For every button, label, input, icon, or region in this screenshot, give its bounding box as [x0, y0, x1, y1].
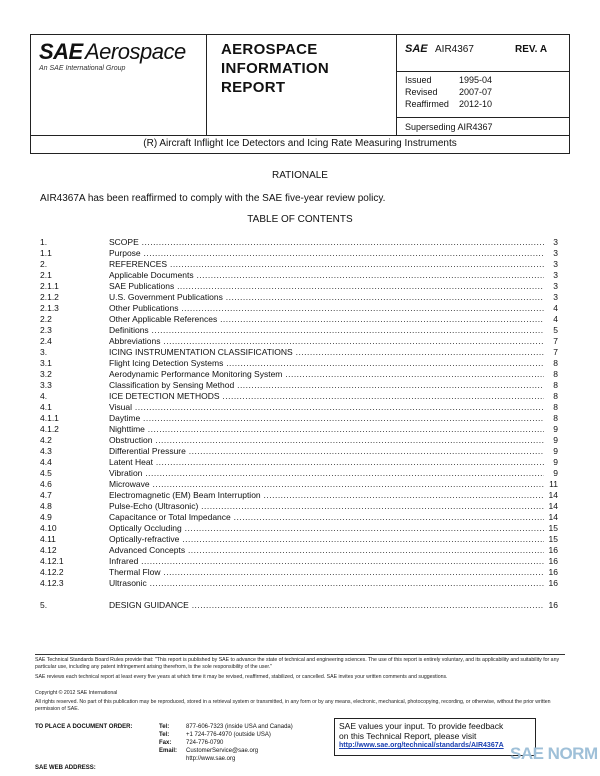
- toc-page: 3: [553, 270, 558, 280]
- toc-page: 16: [548, 600, 558, 610]
- toc-page: 9: [553, 435, 558, 445]
- toc-number: 3.: [40, 347, 48, 357]
- toc-entry[interactable]: [40, 336, 558, 347]
- toc-entry[interactable]: [40, 369, 558, 380]
- toc-entry[interactable]: [40, 325, 558, 336]
- toc-entry[interactable]: [40, 248, 558, 259]
- report-type-cell: [206, 35, 396, 135]
- contact-value[interactable]: http://www.sae.org: [186, 756, 236, 762]
- toc-entry[interactable]: [40, 413, 558, 424]
- toc-page: 8: [553, 402, 558, 412]
- feedback-box: [334, 718, 536, 756]
- toc-title: Infrared .....: [109, 556, 544, 567]
- toc-entry[interactable]: [40, 259, 558, 270]
- toc-number: 4.4: [40, 457, 52, 467]
- toc-entry[interactable]: [40, 281, 558, 292]
- toc-entry[interactable]: [40, 424, 558, 435]
- toc-number: 4.2: [40, 435, 52, 445]
- toc-title: Microwave .....: [109, 479, 544, 490]
- toc-title: Nighttime .....: [109, 424, 544, 435]
- footer-disclaimer: SAE Technical Standards Board Rules provide that: "This report is published by SAE to advance the state of technical and engineering sciences. The use of this report is entirely voluntary, and its applicability and suitability for any particular use, including any patent infringement arising therefrom, is the sole responsibility of the user.": [35, 657, 560, 670]
- toc-page: 16: [548, 567, 558, 577]
- toc-page: 9: [553, 446, 558, 456]
- revised-date: 2007-07: [459, 87, 493, 97]
- toc-page: 15: [548, 523, 558, 533]
- toc-page: 9: [553, 424, 558, 434]
- toc-title: Vibration .....: [109, 468, 544, 479]
- sae-logo: SAE: [39, 39, 83, 64]
- toc-page: 8: [553, 413, 558, 423]
- toc-title: U.S. Government Publications .....: [109, 292, 544, 303]
- toc-number: 4.12: [40, 545, 57, 555]
- doc-info-cell: [396, 35, 569, 135]
- toc-number: 4.12.1: [40, 556, 64, 566]
- toc-title: Classification by Sensing Method .....: [109, 380, 544, 391]
- toc-number: 2.4: [40, 336, 52, 346]
- toc-number: 4.10: [40, 523, 57, 533]
- toc-title: Electromagnetic (EM) Beam Interruption .....: [109, 490, 544, 501]
- toc-title: REFERENCES .....: [109, 259, 544, 270]
- toc-page: 15: [548, 534, 558, 544]
- toc-title: Differential Pressure .....: [109, 446, 544, 457]
- toc-entry[interactable]: [40, 578, 558, 589]
- toc-number: 4.11: [40, 534, 56, 544]
- toc-number: 3.2: [40, 369, 52, 379]
- toc-title: ICE DETECTION METHODS .....: [109, 391, 544, 402]
- toc-number: 5.: [40, 600, 48, 610]
- toc-page: 7: [553, 336, 558, 346]
- toc-page: 8: [553, 369, 558, 379]
- toc-page: 8: [553, 358, 558, 368]
- toc-entry[interactable]: [40, 237, 558, 248]
- toc-number: 2.: [40, 259, 48, 269]
- toc-page: 8: [553, 391, 558, 401]
- toc-entry[interactable]: [40, 556, 558, 567]
- toc-number: 2.1.1: [40, 281, 59, 291]
- revised-label: Revised: [405, 87, 438, 97]
- toc-page: 3: [553, 237, 558, 247]
- rationale-heading: RATIONALE: [272, 170, 328, 181]
- toc-title: Aerodynamic Performance Monitoring System .....: [109, 369, 544, 380]
- feedback-line-1: SAE values your input. To provide feedback: [339, 721, 504, 731]
- toc-entry[interactable]: [40, 501, 558, 512]
- web-address-label: SAE WEB ADDRESS:: [35, 765, 96, 771]
- toc-entry[interactable]: [40, 567, 558, 578]
- toc-page: 11: [549, 479, 558, 489]
- toc-number: 4.6: [40, 479, 52, 489]
- toc-entry[interactable]: [40, 347, 558, 358]
- toc-title: Other Publications .....: [109, 303, 544, 314]
- toc-number: 4.9: [40, 512, 52, 522]
- watermark-logo: SAE NORM: [510, 744, 598, 763]
- toc-entry[interactable]: [40, 545, 558, 556]
- toc-entry[interactable]: [40, 314, 558, 325]
- toc-page: 3: [553, 259, 558, 269]
- feedback-line-2: on this Technical Report, please visit: [339, 731, 477, 741]
- toc-page: 7: [553, 347, 558, 357]
- toc-page: 14: [548, 512, 558, 522]
- toc-entry[interactable]: [40, 468, 558, 479]
- toc-number: 4.3: [40, 446, 52, 456]
- toc-title: Abbreviations .....: [109, 336, 544, 347]
- toc-page: 16: [548, 545, 558, 555]
- toc-title: Capacitance or Total Impedance .....: [109, 512, 544, 523]
- reaffirmed-date: 2012-10: [459, 99, 493, 109]
- contact-label: Email:: [159, 748, 178, 754]
- superseding-note: Superseding AIR4367: [405, 122, 493, 132]
- toc-number: 4.1.1: [40, 413, 59, 423]
- toc-title: Daytime .....: [109, 413, 544, 424]
- toc-title: Thermal Flow .....: [109, 567, 544, 578]
- toc-page: 16: [548, 556, 558, 566]
- toc-page: 14: [548, 501, 558, 511]
- toc-title: Flight Icing Detection Systems .....: [109, 358, 544, 369]
- toc-number: 2.2: [40, 314, 52, 324]
- toc-entry[interactable]: [40, 391, 558, 402]
- toc-page: 14: [548, 490, 558, 500]
- toc-title: Ultrasonic .....: [109, 578, 544, 589]
- document-title: (R) Aircraft Inflight Ice Detectors and Icing Rate Measuring Instruments: [30, 136, 570, 154]
- footer-copyright: Copyright © 2012 SAE International: [35, 690, 118, 696]
- footer-rule: [35, 654, 565, 655]
- toc-title: Latent Heat .....: [109, 457, 544, 468]
- footer-rights: All rights reserved. No part of this publication may be reproduced, stored in a retrieval system or transmitted, in any form or by any means, electronic, mechanical, photocopying, recording, or otherwise, without the prior written permission of SAE.: [35, 699, 551, 712]
- toc-entry[interactable]: [40, 490, 558, 501]
- reaffirmed-label: Reaffirmed: [405, 99, 449, 109]
- toc-entry[interactable]: [40, 457, 558, 468]
- toc-entry[interactable]: [40, 479, 558, 490]
- toc-number: 4.1: [40, 402, 52, 412]
- contact-value[interactable]: 877-606-7323 (inside USA and Canada): [186, 724, 293, 730]
- toc-number: 4.7: [40, 490, 52, 500]
- toc-title: SAE Publications .....: [109, 281, 544, 292]
- toc-page: 16: [548, 578, 558, 588]
- toc-number: 4.12.3: [40, 578, 64, 588]
- toc-number: 4.: [40, 391, 48, 401]
- contact-value[interactable]: +1 724-776-4970 (outside USA): [186, 732, 271, 738]
- toc-page: 9: [553, 457, 558, 467]
- toc-page: 9: [553, 468, 558, 478]
- toc-title: Purpose .....: [109, 248, 544, 259]
- footer-review-note: SAE reviews each technical report at least every five years at which time it may be revised, reaffirmed, stabilized, or cancelled. SAE invites your written comments and suggestions.: [35, 674, 448, 680]
- toc-number: 4.5: [40, 468, 52, 478]
- toc-entry[interactable]: [40, 435, 558, 446]
- toc-entry[interactable]: [40, 402, 558, 413]
- report-title-line-2: INFORMATION: [221, 60, 330, 77]
- toc-entry[interactable]: [40, 270, 558, 281]
- toc-entry[interactable]: [40, 600, 558, 611]
- toc-title: Optically Occluding .....: [109, 523, 544, 534]
- divider: [397, 117, 569, 118]
- toc-number: 3.1: [40, 358, 52, 368]
- toc-page: 3: [553, 248, 558, 258]
- toc-entry[interactable]: [40, 446, 558, 457]
- toc-title: Obstruction .....: [109, 435, 544, 446]
- toc-number: 3.3: [40, 380, 52, 390]
- toc-number: 2.1: [40, 270, 52, 280]
- toc-entry[interactable]: [40, 534, 558, 545]
- order-label: TO PLACE A DOCUMENT ORDER:: [35, 724, 133, 730]
- document-header: [30, 34, 570, 136]
- issued-label: Issued: [405, 75, 432, 85]
- toc-title: Applicable Documents .....: [109, 270, 544, 281]
- toc-entry[interactable]: [40, 358, 558, 369]
- contact-label: Fax:: [159, 740, 172, 746]
- toc-number: 2.3: [40, 325, 52, 335]
- toc-title: Advanced Concepts .....: [109, 545, 544, 556]
- issued-date: 1995-04: [459, 75, 493, 85]
- toc-entry[interactable]: [40, 512, 558, 523]
- logo-tagline: An SAE International Group: [39, 65, 126, 72]
- toc-title: Definitions .....: [109, 325, 544, 336]
- contact-value[interactable]: CustomerService@sae.org: [186, 748, 259, 754]
- doc-number: AIR4367: [435, 44, 474, 55]
- toc-title: Pulse-Echo (Ultrasonic) .....: [109, 501, 544, 512]
- divider: [397, 71, 569, 72]
- toc-number: 2.1.3: [40, 303, 59, 313]
- toc-page: 3: [553, 292, 558, 302]
- toc-number: 2.1.2: [40, 292, 59, 302]
- toc-title: Other Applicable References .....: [109, 314, 544, 325]
- doc-prefix: SAE: [405, 43, 428, 55]
- toc-page: 4: [553, 303, 558, 313]
- contact-value[interactable]: 724-776-0790: [186, 740, 224, 746]
- toc-entry[interactable]: [40, 303, 558, 314]
- toc-number: 4.1.2: [40, 424, 59, 434]
- toc-number: 1.1: [40, 248, 52, 258]
- toc-page: 4: [553, 314, 558, 324]
- contact-label: Tel:: [159, 732, 170, 738]
- toc-entry[interactable]: [40, 292, 558, 303]
- toc-title: SCOPE .....: [109, 237, 544, 248]
- toc-entry[interactable]: [40, 523, 558, 534]
- toc-page: 8: [553, 380, 558, 390]
- toc-title: DESIGN GUIDANCE .....: [109, 600, 544, 611]
- rationale-text: AIR4367A has been reaffirmed to comply with the SAE five-year review policy.: [40, 193, 386, 204]
- toc-page: 5: [553, 325, 558, 335]
- toc-title: Visual .....: [109, 402, 544, 413]
- toc-number: 4.12.2: [40, 567, 64, 577]
- toc-title: Optically-refractive .....: [109, 534, 544, 545]
- toc-page: 3: [553, 281, 558, 291]
- contact-label: Tel:: [159, 724, 170, 730]
- toc-entry[interactable]: [40, 380, 558, 391]
- logo-cell: [31, 35, 206, 135]
- report-title-line-3: REPORT: [221, 79, 286, 96]
- report-title-line-1: AEROSPACE: [221, 41, 318, 58]
- toc-number: 1.: [40, 237, 48, 247]
- feedback-link[interactable]: http://www.sae.org/technical/standards/AIR4367A: [339, 742, 504, 749]
- toc-heading: TABLE OF CONTENTS: [247, 214, 353, 225]
- toc-title: ICING INSTRUMENTATION CLASSIFICATIONS .....: [109, 347, 544, 358]
- aerospace-logo-text: Aerospace: [85, 39, 186, 64]
- revision-label: REV. A: [515, 44, 548, 55]
- toc-number: 4.8: [40, 501, 52, 511]
